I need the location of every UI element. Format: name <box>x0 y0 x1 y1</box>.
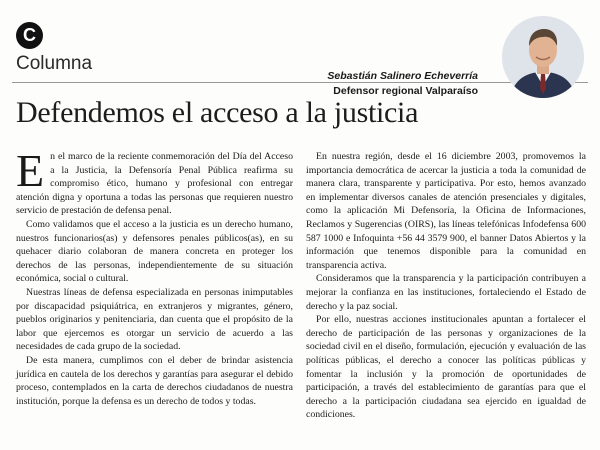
article-headline: Defendemos el acceso a la justicia <box>16 96 419 129</box>
paragraph <box>16 145 293 218</box>
drop-cap: E <box>16 145 45 196</box>
author-photo <box>502 16 584 98</box>
section-label: Columna <box>16 53 93 74</box>
paragraph: Consideramos que la transparencia y la participación contribuyen a mejorar la confianza en las instituciones, fortaleciendo el Estado de derecho y la paz social. <box>306 273 586 312</box>
column-badge: C <box>16 22 43 49</box>
paragraph-text: n el marco de la reciente conmemoración del Día del Acceso a la Justicia, la Defensoría Penal Pública reafirma su compromiso ético, humano y profesional con entregar atención digna y oportuna a todas las personas que requieren nuestro servicio de prestación de defensa penal. <box>16 151 293 217</box>
author-byline <box>327 69 478 99</box>
article-column-right <box>306 150 586 422</box>
author-portrait-image <box>502 16 584 98</box>
paragraph: De esta manera, cumplimos con el deber de brindar asistencia jurídica en cautela de los derechos y garantías para asegurar el debido proceso, contemplados en la carta de derechos ciudadanos de nuestra institución, porque la defensa es un derecho de todos y todas. <box>16 354 293 407</box>
article-column-left <box>16 145 293 408</box>
paragraph: Nuestras líneas de defensa especializada en personas inimputables por discapacidad psiquiátrica, en extranjeros y migrantes, género, pueblos originarios y penitenciaria, dan cuenta que el propósito de la labor que ejercemos es otorgar un servicio de acuerdo a las necesidades de cada grupo de la sociedad. <box>16 286 293 353</box>
author-name: Sebastián Salinero Echeverría <box>327 70 478 82</box>
paragraph: Por ello, nuestras acciones institucionales apuntan a fortalecer el derecho de participación de las personas y organizaciones de la sociedad civil en el diseño, formulación, ejecución y evaluación de las políticas públicas, el derecho a conocer las políticas públicas y fomentar la inclusión y la promoción de oportunidades de participación, a través del establecimiento de garantías para que el derecho a la participación ciudadana sea ejercido en igualdad de condiciones. <box>306 314 586 421</box>
author-role: Defensor regional Valparaíso <box>333 85 478 97</box>
section-divider <box>12 82 588 83</box>
paragraph: En nuestra región, desde el 16 diciembre 2003, promovemos la importancia democrática de acercar la justicia a toda la comunidad de manera clara, transparente y participativa. Por esto, hemos avanzado en implementar diversos canales de atención presenciales y digitales, como la aplicación Mi Defensoría, la Oficina de Informaciones, Reclamos y Sugerencias (OIRS), las líneas telefónicas Infodefensa 600 587 1000 e Infoquinta +56 44 3579 900, el banner Datos Abiertos y la información que tenemos disponible para la comunidad en transparencia activa. <box>306 151 586 271</box>
paragraph: Como validamos que el acceso a la justicia es un derecho humano, nuestros funcionarios(as) y defensores penales públicos(as), en su quehacer diario colaboran de manera concreta en proteger los derechos de las personas, independientemente de su situación económica, social o cultural. <box>16 218 293 285</box>
